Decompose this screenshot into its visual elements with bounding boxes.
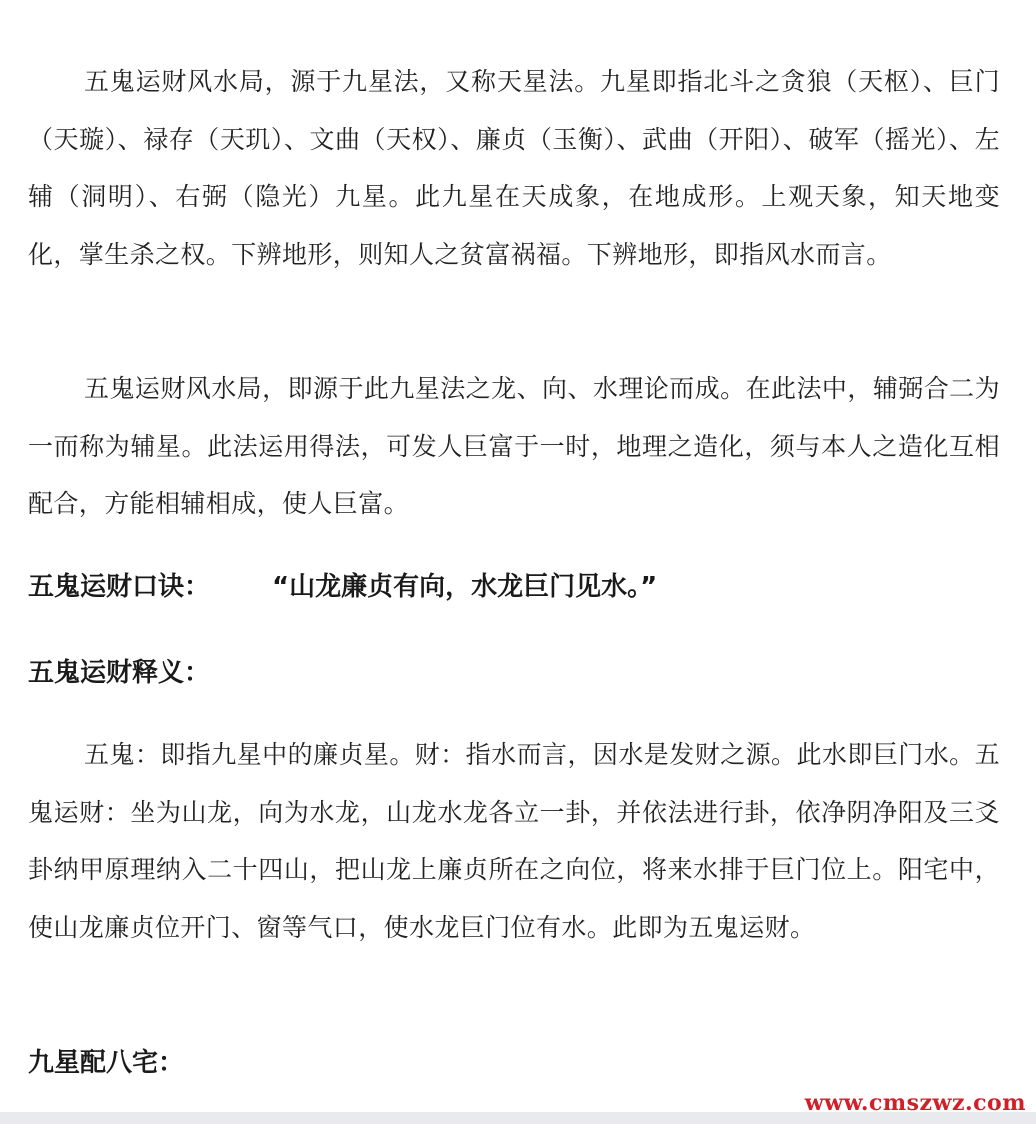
- site-watermark: www.cmszwz.com: [804, 1090, 1026, 1116]
- jiuxing-heading: 九星配八宅：: [28, 1048, 185, 1078]
- koujue-heading: [28, 566, 657, 603]
- definition-paragraph: 五鬼：即指九星中的廉贞星。财：指水而言，因水是发财之源。此水即巨门水。五鬼运财：坐为山龙，向为水龙，山龙水龙各立一卦，并依法进行卦，依净阴净阳及三爻卦纳甲原理纳入二十四山，把山龙上廉贞所在之向位，将来水排于巨门位上。阳宅中，使山龙廉贞位开门、窗等气口，使水龙巨门位有水。此即为五鬼运财。: [28, 740, 1000, 942]
- shiyi-heading: 五鬼运财释义：: [28, 658, 211, 688]
- theory-paragraph: 五鬼运财风水局，即源于此九星法之龙、向、水理论而成。在此法中，辅弼合二为一而称为辅星。此法运用得法，可发人巨富于一时，地理之造化，须与本人之造化互相配合，方能相辅相成，使人巨富。: [28, 374, 1000, 518]
- intro-paragraph: 五鬼运财风水局，源于九星法，又称天星法。九星即指北斗之贪狼（天枢）、巨门（天璇）、禄存（天玑）、文曲（天权）、廉贞（玉衡）、武曲（开阳）、破军（摇光）、左辅（洞明）、右弼（隐光）九星。此九星在天成象，在地成形。上观天象，知天地变化，掌生杀之权。下辨地形，则知人之贫富祸福。下辨地形，即指风水而言。: [28, 67, 1000, 269]
- koujue-verse: “山龙廉贞有向，水龙巨门见水。”: [272, 572, 658, 602]
- koujue-label: 五鬼运财口诀：: [28, 572, 211, 602]
